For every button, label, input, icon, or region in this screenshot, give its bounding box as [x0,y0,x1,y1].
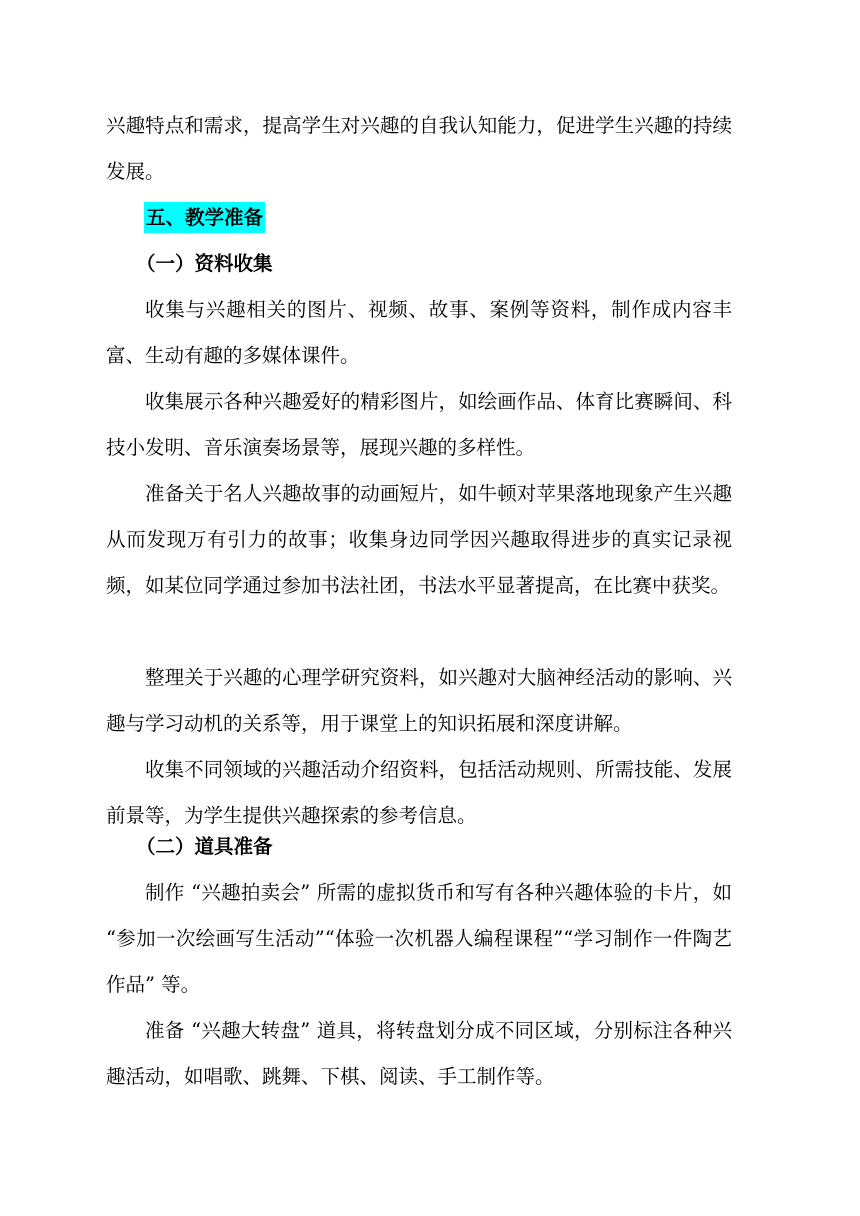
paragraph-multimedia: 收集与兴趣相关的图片、视频、故事、案例等资料，制作成内容丰富、生动有趣的多媒体课件。 [106,298,732,367]
paragraph-wheel: 准备 “兴趣大转盘” 道具，将转盘划分成不同区域，分别标注各种兴趣活动，如唱歌、跳舞、下棋、阅读、手工制作等。 [106,1019,732,1088]
paragraph-psychology: 整理关于兴趣的心理学研究资料，如兴趣对大脑神经活动的影响、兴趣与学习动机的关系等，用于课堂上的知识拓展和深度讲解。 [106,666,732,735]
paragraph-continuation: 兴趣特点和需求，提高学生对兴趣的自我认知能力，促进学生兴趣的持续发展。 [106,114,732,183]
section-heading-teaching-preparation [144,195,265,241]
subheading-material-collection: （一）资料收集 [136,252,273,275]
paragraph-videos: 准备关于名人兴趣故事的动画短片，如牛顿对苹果落地现象产生兴趣从而发现万有引力的故事；收集身边同学因兴趣取得进步的真实记录视频，如某位同学通过参加书法社团，书法水平显著提高，在比赛中获奖。 [106,482,732,597]
highlighted-heading-text: 五、教学准备 [144,202,265,233]
subheading-props-preparation: （二）道具准备 [136,835,273,858]
paragraph-auction: 制作 “兴趣拍卖会” 所需的虚拟货币和写有各种兴趣体验的卡片，如 “参加一次绘画写生活动”“体验一次机器人编程课程”“学习制作一件陶艺作品” 等。 [106,881,732,996]
paragraph-activities: 收集不同领域的兴趣活动介绍资料，包括活动规则、所需技能、发展前景等，为学生提供兴趣探索的参考信息。 [106,758,732,827]
paragraph-pictures: 收集展示各种兴趣爱好的精彩图片，如绘画作品、体育比赛瞬间、科技小发明、音乐演奏场景等，展现兴趣的多样性。 [106,390,732,459]
